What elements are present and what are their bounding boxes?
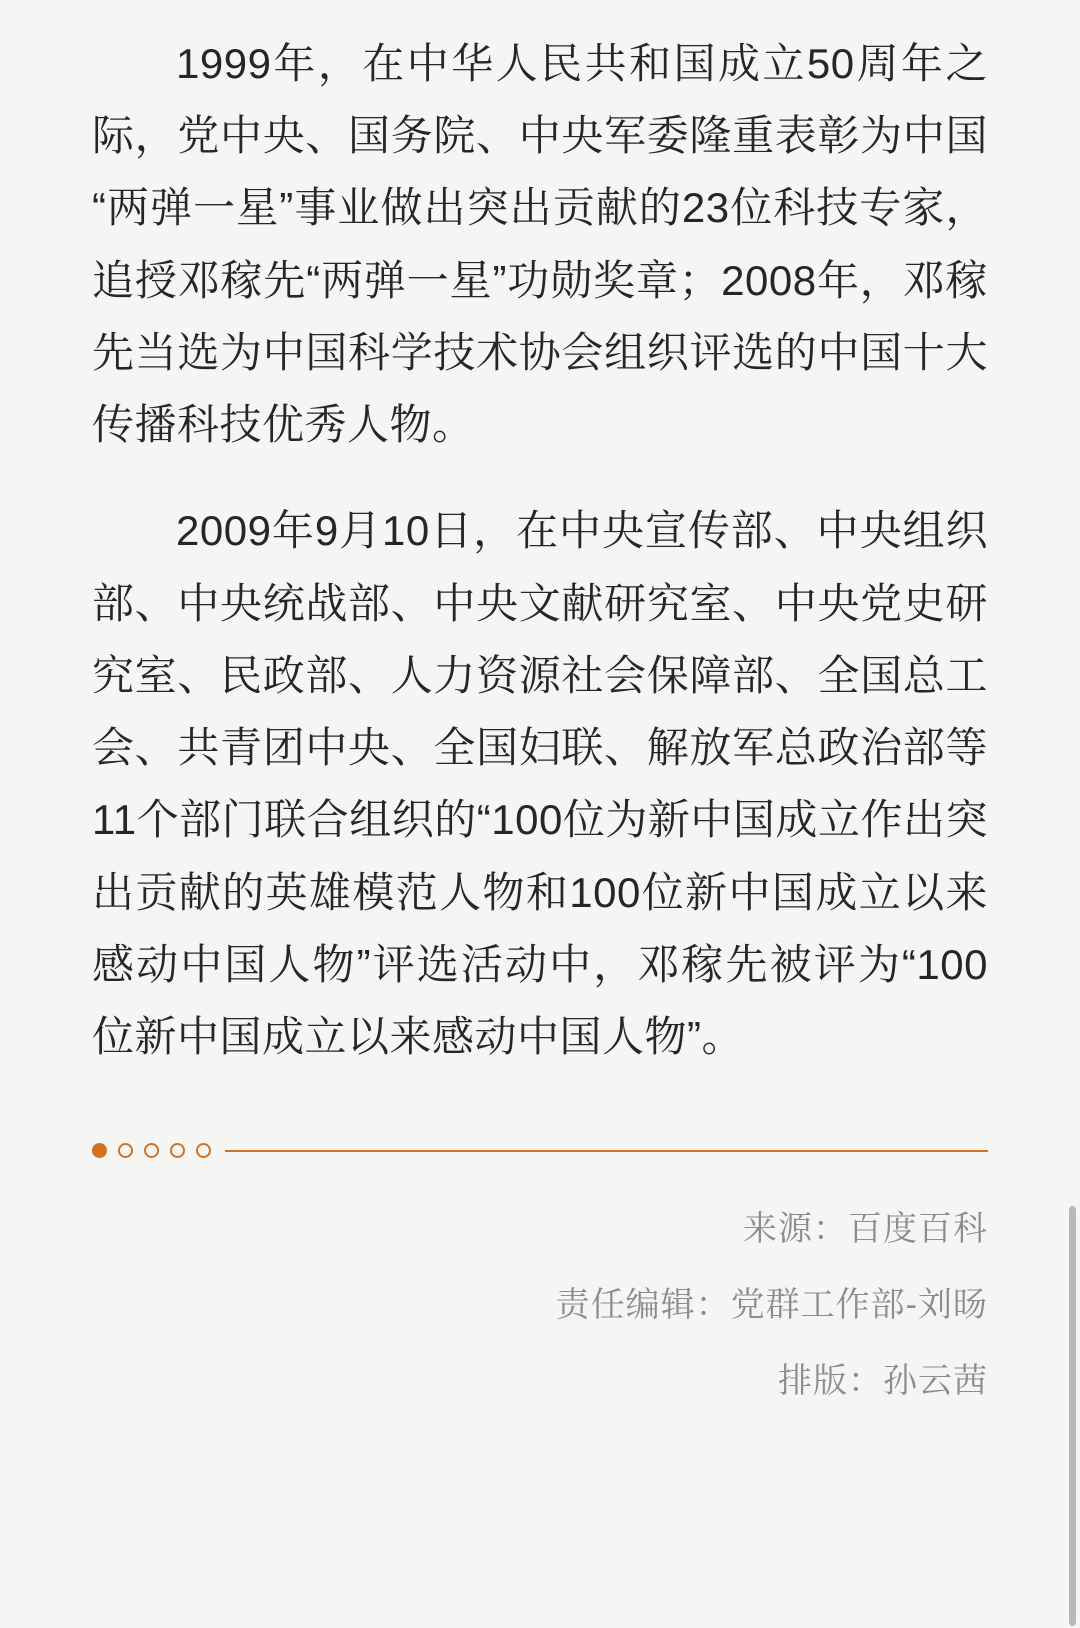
dot-indicator-group <box>92 1143 225 1158</box>
paragraph: 2009年9月10日，在中央宣传部、中央组织部、中央统战部、中央文献研究室、中央党史研究室、民政部、人力资源社会保障部、全国总工会、共青团中央、全国妇联、解放军总政治部等11个部门联合组织的“100位为新中国成立作出突出贡献的英雄模范人物和100位新中国成立以来感动中国人物”评选活动中，邓稼先被评为“100位新中国成立以来感动中国人物”。 <box>92 507 988 1061</box>
credit-layout: 排版：孙云茜 <box>778 1362 988 1401</box>
vertical-scrollbar[interactable] <box>1069 1206 1076 1626</box>
dot-indicator <box>118 1143 133 1158</box>
paragraph: 1999年，在中华人民共和国成立50周年之际，党中央、国务院、中央军委隆重表彰为中国“两弹一星”事业做出突出贡献的23位科技专家，追授邓稼先“两弹一星”功勋奖章；2008年，邓稼先当选为中国科学技术协会组织评选的中国十大传播科技优秀人物。 <box>92 40 988 449</box>
divider-rule <box>225 1150 988 1152</box>
dot-indicator-filled <box>92 1143 107 1158</box>
credit-source: 来源：百度百科 <box>743 1210 988 1249</box>
section-divider <box>0 1143 1080 1158</box>
dot-indicator <box>170 1143 185 1158</box>
dot-indicator <box>196 1143 211 1158</box>
credits-block <box>0 1158 1080 1401</box>
dot-indicator <box>144 1143 159 1158</box>
credit-editor: 责任编辑：党群工作部-刘旸 <box>555 1286 988 1325</box>
